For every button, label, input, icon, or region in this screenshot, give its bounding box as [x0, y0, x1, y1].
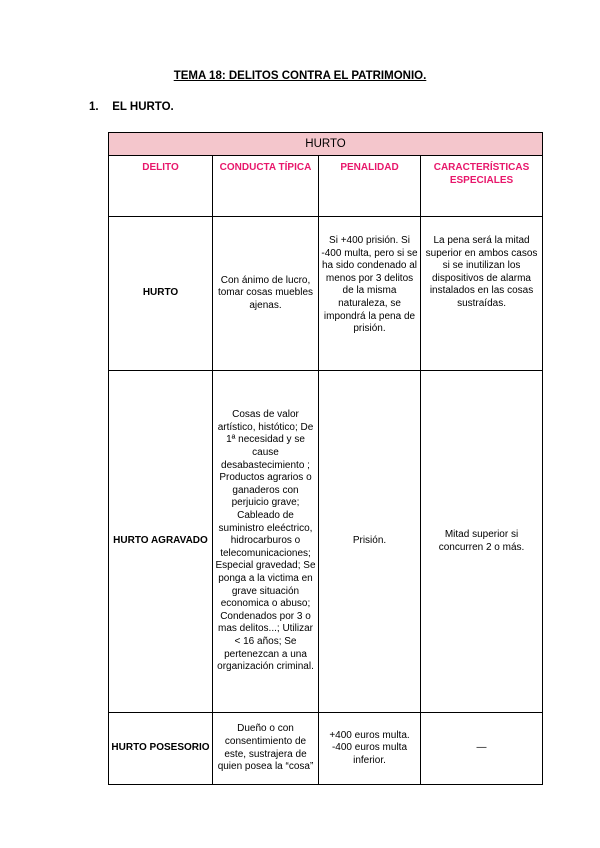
row-delito: HURTO POSESORIO — [109, 713, 213, 785]
document-title: TEMA 18: DELITOS CONTRA EL PATRIMONIO. — [173, 70, 427, 82]
row-conducta: Dueño o con consentimiento de este, sustrajera de quien posea la “cosa” — [213, 713, 319, 785]
header-caracteristicas: CARACTERÍSTICAS ESPECIALES — [421, 156, 543, 217]
header-conducta: CONDUCTA TÍPICA — [213, 156, 319, 217]
table-row — [109, 217, 543, 371]
row-delito: HURTO — [109, 217, 213, 371]
header-penalidad: PENALIDAD — [319, 156, 421, 217]
table-caption: HURTO — [109, 133, 543, 156]
section-heading — [89, 101, 174, 113]
row-penalidad: Prisión. — [319, 371, 421, 713]
table-row — [109, 371, 543, 713]
row-caracteristicas: La pena será la mitad superior en ambos casos si se inutilizan los dispositivos de alarma instalados en las cosas sustraídas. — [421, 217, 543, 371]
row-conducta: Cosas de valor artístico, histótico; De 1ª necesidad y se cause desabastecimiento ; Productos agrarios o ganaderos con perjuicio grave; Cableado de suministro eleéctrico, hidrocarburos o telecomunicaciones; Especial gravedad; Se ponga a la victima en grave situación economica o abuso; Condenados por 3 o mas delitos...; Utilizar < 16 años; Se pertenezcan a una organización criminal. — [213, 371, 319, 713]
row-penalidad: Si +400 prisión. Si -400 multa, pero si se ha sido condenado al menos por 3 delitos de la misma naturaleza, se impondrá la pena de prisión. — [319, 217, 421, 371]
table-row — [109, 713, 543, 785]
section-title: EL HURTO. — [112, 101, 174, 113]
row-caracteristicas: Mitad superior si concurren 2 o más. — [421, 371, 543, 713]
hurto-table — [108, 132, 543, 785]
row-delito: HURTO AGRAVADO — [109, 371, 213, 713]
row-penalidad: +400 euros multa. -400 euros multa inferior. — [319, 713, 421, 785]
header-delito: DELITO — [109, 156, 213, 217]
row-caracteristicas: — — [421, 713, 543, 785]
row-conducta: Con ánimo de lucro, tomar cosas muebles ajenas. — [213, 217, 319, 371]
section-number: 1. — [89, 101, 99, 113]
